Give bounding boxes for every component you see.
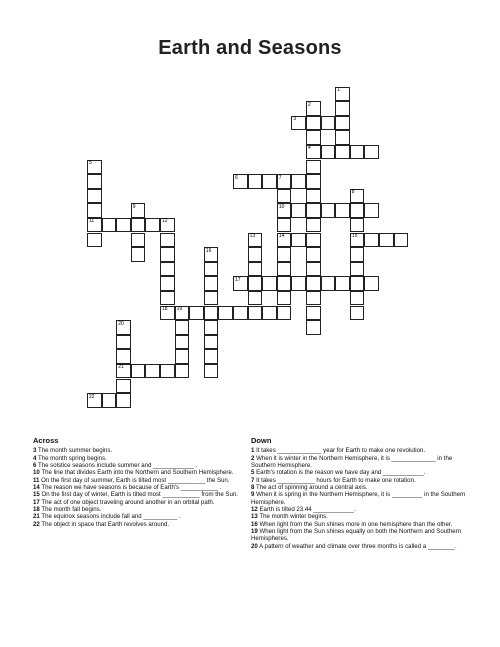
clue-number: 18 — [33, 506, 40, 514]
crossword-cell[interactable] — [350, 262, 365, 277]
crossword-cell[interactable] — [306, 306, 321, 321]
crossword-cell[interactable] — [277, 233, 292, 248]
clue-number: 6 — [33, 462, 37, 470]
clue-text: It takes _____________ year for Earth to make one revolution. — [256, 447, 426, 455]
clue-number: 15 — [33, 491, 40, 499]
down-clue — [251, 513, 469, 520]
down-clue — [251, 455, 469, 470]
crossword-cell[interactable] — [291, 276, 306, 291]
crossword-cell[interactable] — [335, 87, 350, 102]
crossword-cell[interactable] — [262, 276, 277, 291]
crossword-cell[interactable] — [321, 145, 336, 160]
crossword-cell[interactable] — [204, 364, 219, 379]
across-clue-list — [33, 447, 251, 528]
crossword-cell[interactable] — [87, 189, 102, 204]
crossword-cell[interactable] — [335, 276, 350, 291]
clue-text: The reason we have seasons is because of Earth's ___________ . — [41, 484, 222, 492]
across-clue — [33, 455, 251, 462]
crossword-cell[interactable] — [306, 130, 321, 145]
crossword-cell[interactable] — [306, 160, 321, 175]
crossword-cell[interactable] — [306, 116, 321, 131]
clue-number: 12 — [251, 506, 258, 514]
across-clue — [33, 462, 251, 469]
crossword-cell[interactable] — [306, 218, 321, 233]
crossword-cell[interactable] — [116, 320, 131, 335]
clue-text: It takes ___________ hours for Earth to make one rotation. — [256, 476, 416, 484]
crossword-cell[interactable] — [87, 174, 102, 189]
crossword-cell[interactable] — [160, 306, 175, 321]
clue-number: 7 — [251, 476, 255, 484]
clue-number: 13 — [251, 513, 258, 521]
crossword-cell[interactable] — [335, 116, 350, 131]
crossword-cell[interactable] — [102, 393, 117, 408]
crossword-cell[interactable] — [233, 306, 248, 321]
crossword-cell[interactable] — [277, 189, 292, 204]
clue-text: The month fall begins. — [41, 506, 102, 514]
crossword-cell[interactable] — [204, 276, 219, 291]
crossword-cell[interactable] — [321, 203, 336, 218]
crossword-cell[interactable] — [204, 349, 219, 364]
clue-number: 3 — [33, 447, 37, 455]
down-clue — [251, 469, 469, 476]
cell-number: 20 — [118, 320, 124, 327]
crossword-cell[interactable] — [262, 174, 277, 189]
cell-number: 9 — [132, 203, 136, 210]
crossword-cell[interactable] — [87, 233, 102, 248]
down-clue — [251, 528, 469, 543]
crossword-cell[interactable] — [87, 218, 102, 233]
crossword-cell[interactable] — [175, 320, 190, 335]
across-clue — [33, 447, 251, 454]
cell-number: 19 — [176, 306, 183, 312]
cell-number: 7 — [278, 174, 282, 181]
down-clue — [251, 521, 469, 528]
cell-number: 12 — [162, 218, 168, 225]
crossword-cell[interactable] — [160, 276, 175, 291]
across-heading: Across — [33, 436, 59, 445]
crossword-cell[interactable] — [306, 320, 321, 335]
clue-number: 22 — [33, 520, 40, 528]
clue-text: The month spring begins. — [37, 454, 107, 462]
crossword-cell[interactable] — [160, 291, 175, 306]
cell-number: 22 — [89, 393, 95, 400]
crossword-cell[interactable] — [175, 349, 190, 364]
crossword-cell[interactable] — [131, 218, 146, 233]
cell-number: 5 — [89, 160, 92, 166]
crossword-cell[interactable] — [233, 174, 248, 189]
crossword-cell[interactable] — [204, 262, 219, 277]
crossword-cell[interactable] — [160, 218, 175, 233]
crossword-cell[interactable] — [175, 306, 190, 321]
crossword-cell[interactable] — [204, 247, 219, 262]
across-clue — [33, 469, 251, 476]
across-clue — [33, 513, 251, 520]
crossword-cell[interactable] — [131, 203, 146, 218]
crossword-cell[interactable] — [291, 174, 306, 189]
crossword-cell[interactable] — [189, 306, 204, 321]
down-heading: Down — [251, 436, 272, 445]
crossword-cell[interactable] — [116, 379, 131, 394]
crossword-cell[interactable] — [277, 291, 292, 306]
crossword-cell[interactable] — [277, 247, 292, 262]
clue-number: 8 — [251, 484, 255, 492]
crossword-cell[interactable] — [175, 364, 190, 379]
crossword-cell[interactable] — [204, 335, 219, 350]
crossword-cell[interactable] — [350, 145, 365, 160]
cell-number: 6 — [235, 174, 238, 181]
crossword-cell[interactable] — [277, 276, 292, 291]
crossword-cell[interactable] — [364, 203, 379, 218]
clue-text: The line that divides Earth into the Northern and Southern Hemisphere. — [41, 469, 234, 477]
crossword-cell[interactable] — [204, 320, 219, 335]
crossword-cell[interactable] — [160, 247, 175, 262]
cell-number: 17 — [235, 276, 241, 283]
across-clue — [33, 484, 251, 491]
clue-text: The month winter begins. — [259, 513, 328, 521]
crossword-cell[interactable] — [321, 116, 336, 131]
cell-number: 13 — [249, 233, 256, 239]
crossword-cell[interactable] — [248, 276, 263, 291]
clue-text: The object in space that Earth revolves around. — [41, 520, 170, 528]
crossword-cell[interactable] — [262, 306, 277, 321]
crossword-cell[interactable] — [335, 145, 350, 160]
clue-number: 1 — [251, 447, 255, 455]
across-clue — [33, 521, 251, 528]
crossword-cell[interactable] — [306, 291, 321, 306]
crossword-cell[interactable] — [350, 291, 365, 306]
clue-number: 5 — [251, 469, 255, 477]
crossword-cell[interactable] — [350, 189, 365, 204]
crossword-cell[interactable] — [394, 233, 409, 248]
crossword-cell[interactable] — [160, 233, 175, 248]
cell-number: 15 — [351, 233, 358, 239]
clue-text: The month summer begins. — [37, 447, 113, 455]
puzzle-title: Earth and Seasons — [158, 37, 342, 59]
across-clue — [33, 506, 251, 513]
crossword-cell[interactable] — [350, 233, 365, 248]
cell-number: 16 — [205, 247, 212, 254]
crossword-cell[interactable] — [291, 203, 306, 218]
crossword-cell[interactable] — [248, 247, 263, 262]
crossword-cell[interactable] — [116, 335, 131, 350]
crossword-cell[interactable] — [145, 364, 160, 379]
crossword-cell[interactable] — [335, 203, 350, 218]
crossword-cell[interactable] — [116, 364, 131, 379]
clue-text: The solstice seasons include summer and ____________ . — [37, 462, 198, 470]
cell-number: 1 — [337, 87, 340, 93]
crossword-cell[interactable] — [335, 130, 350, 145]
clue-number: 19 — [251, 528, 258, 536]
down-clue — [251, 491, 469, 506]
across-clue — [33, 499, 251, 506]
clue-text: Earth is tilted 23.44 ____________. — [259, 506, 356, 514]
clue-number: 16 — [251, 520, 258, 528]
clue-number: 21 — [33, 513, 40, 521]
crossword-cell[interactable] — [350, 247, 365, 262]
crossword-cell[interactable] — [364, 233, 379, 248]
crossword-cell[interactable] — [277, 218, 292, 233]
clue-text: A pattern of weather and climate over three months is called a ________. — [259, 542, 457, 550]
down-clue — [251, 477, 469, 484]
crossword-cell[interactable] — [277, 174, 292, 189]
clue-number: 4 — [33, 454, 37, 462]
crossword-cell[interactable] — [87, 160, 102, 175]
crossword-cell[interactable] — [116, 218, 131, 233]
crossword-cell[interactable] — [291, 116, 306, 131]
crossword-cell[interactable] — [248, 306, 263, 321]
crossword-cell[interactable] — [131, 247, 146, 262]
crossword-cell[interactable] — [248, 174, 263, 189]
crossword-cell[interactable] — [350, 276, 365, 291]
clue-text: The act of one object traveling around another in an orbital path. — [41, 498, 215, 506]
crossword-cell[interactable] — [87, 203, 102, 218]
crossword-cell[interactable] — [233, 276, 248, 291]
crossword-cell[interactable] — [364, 145, 379, 160]
cell-number: 10 — [278, 203, 285, 210]
crossword-cell[interactable] — [116, 349, 131, 364]
down-clue — [251, 506, 469, 513]
cell-number: 2 — [308, 101, 311, 108]
crossword-cell[interactable] — [306, 101, 321, 116]
crossword-cell[interactable] — [204, 291, 219, 306]
clue-text: When light from the Sun shines more in one hemisphere than the other. — [259, 520, 453, 528]
crossword-cell[interactable] — [306, 247, 321, 262]
clue-text: The act of spinning around a central axis. — [255, 484, 368, 492]
crossword-cell[interactable] — [306, 174, 321, 189]
crossword-cell[interactable] — [248, 262, 263, 277]
crossword-cell[interactable] — [306, 203, 321, 218]
cell-number: 21 — [118, 364, 124, 371]
cell-number: 14 — [278, 233, 285, 239]
crossword-cell[interactable] — [175, 335, 190, 350]
clue-number: 17 — [33, 498, 40, 506]
clue-number: 2 — [251, 454, 255, 462]
crossword-cell[interactable] — [218, 306, 233, 321]
cell-number: 11 — [89, 218, 95, 225]
clue-number: 9 — [251, 491, 255, 499]
clue-text: When it is winter in the Northern Hemisphere, it is _____________ in the Southern Hemisphere. — [251, 454, 453, 470]
cell-number: 4 — [308, 145, 311, 152]
down-clue — [251, 543, 469, 550]
crossword-cell[interactable] — [204, 306, 219, 321]
across-clues — [33, 437, 251, 528]
cell-number: 18 — [162, 306, 168, 312]
crossword-cell[interactable] — [306, 276, 321, 291]
crossword-cell[interactable] — [277, 203, 292, 218]
crossword-cell[interactable] — [160, 262, 175, 277]
down-clue-list — [251, 447, 469, 550]
clue-text: When light from the Sun shines equally on both the Northern and Southern Hemispheres. — [251, 528, 462, 543]
clue-number: 11 — [33, 476, 40, 484]
crossword-cell[interactable] — [277, 262, 292, 277]
crossword-cell[interactable] — [350, 306, 365, 321]
crossword-cell[interactable] — [248, 291, 263, 306]
crossword-cell[interactable] — [379, 233, 394, 248]
crossword-cell[interactable] — [306, 262, 321, 277]
clue-text: The equinox seasons include fall and __________ . — [41, 513, 181, 521]
crossword-cell[interactable] — [277, 306, 292, 321]
crossword-cell[interactable] — [248, 233, 263, 248]
cell-number: 8 — [351, 189, 355, 196]
crossword-cell[interactable] — [291, 233, 306, 248]
across-clue — [33, 491, 251, 498]
crossword-cell[interactable] — [102, 218, 117, 233]
down-clues — [251, 437, 469, 550]
clue-number: 20 — [251, 542, 258, 550]
crossword-cell[interactable] — [335, 101, 350, 116]
crossword-cell[interactable] — [87, 393, 102, 408]
clue-text: On the first day of winter, Earth is tilted most ___________ from the Sun. — [41, 491, 238, 499]
crossword-cell[interactable] — [306, 189, 321, 204]
clue-text: On the first day of summer, Earth is tilted most ___________ the Sun. — [41, 476, 230, 484]
crossword-cell[interactable] — [131, 364, 146, 379]
crossword-cell[interactable] — [350, 203, 365, 218]
across-clue — [33, 477, 251, 484]
crossword-cell[interactable] — [364, 276, 379, 291]
crossword-cell[interactable] — [306, 145, 321, 160]
clue-text: When it is spring in the Northern Hemisphere, it is _________ in the Southern Hemisphere. — [251, 491, 466, 506]
crossword-cell[interactable] — [116, 393, 131, 408]
clue-text: Earth's rotation is the reason we have day and ____________. — [256, 469, 426, 477]
clue-number: 10 — [33, 469, 40, 477]
clue-number: 14 — [33, 484, 40, 492]
down-clue — [251, 447, 469, 454]
crossword-cell[interactable] — [160, 364, 175, 379]
crossword-cell[interactable] — [145, 218, 160, 233]
crossword-cell[interactable] — [321, 276, 336, 291]
crossword-cell[interactable] — [131, 233, 146, 248]
crossword-cell[interactable] — [306, 233, 321, 248]
down-clue — [251, 484, 469, 491]
crossword-cell[interactable] — [350, 218, 365, 233]
cell-number: 3 — [293, 116, 297, 123]
